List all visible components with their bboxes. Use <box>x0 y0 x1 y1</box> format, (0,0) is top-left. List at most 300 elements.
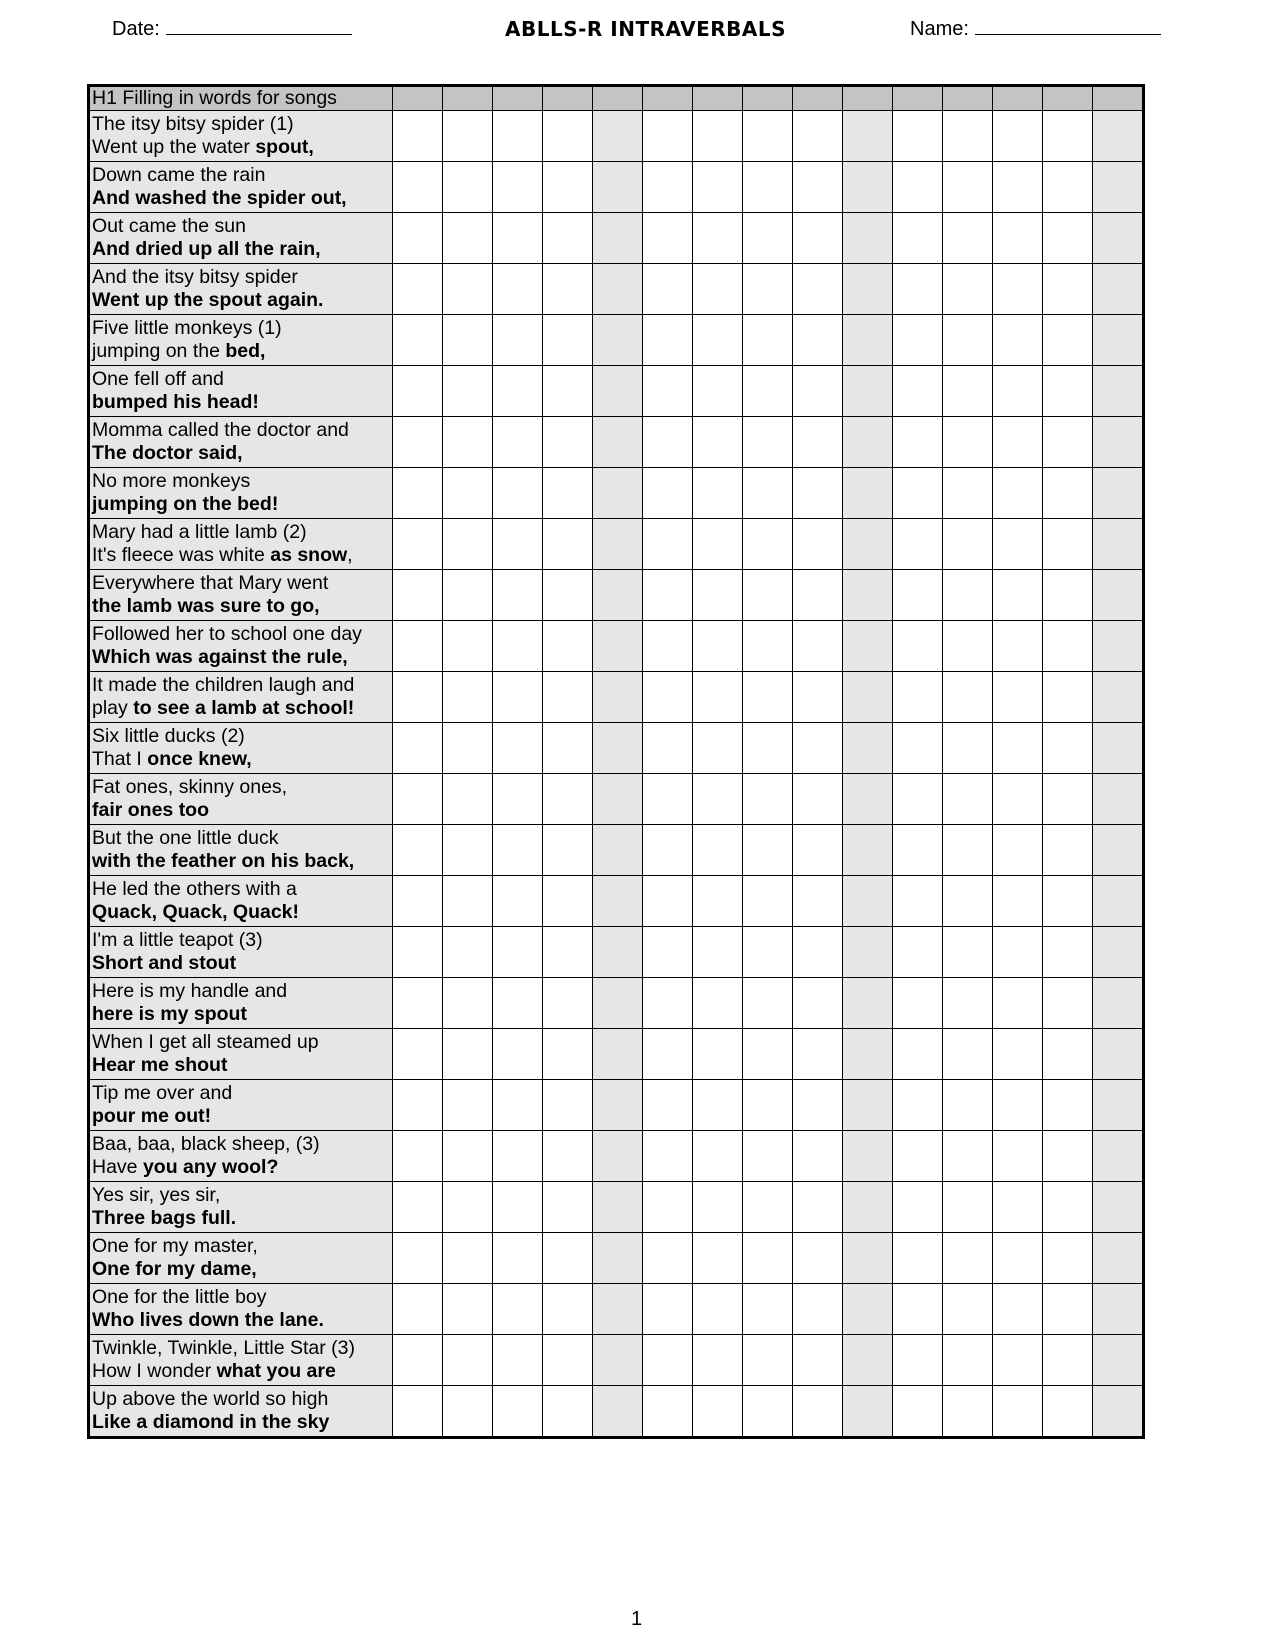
trial-cell[interactable] <box>843 315 893 366</box>
trial-cell[interactable] <box>493 1335 543 1386</box>
trial-cell[interactable] <box>543 825 593 876</box>
trial-cell[interactable] <box>443 1029 493 1080</box>
trial-cell[interactable] <box>393 1080 443 1131</box>
trial-cell[interactable] <box>1093 876 1144 927</box>
trial-cell[interactable] <box>943 519 993 570</box>
trial-cell[interactable] <box>693 213 743 264</box>
trial-cell[interactable] <box>593 570 643 621</box>
trial-cell[interactable] <box>543 162 593 213</box>
trial-cell[interactable] <box>693 1284 743 1335</box>
trial-cell[interactable] <box>1093 1182 1144 1233</box>
trial-cell[interactable] <box>1043 315 1093 366</box>
trial-cell[interactable] <box>1093 621 1144 672</box>
trial-cell[interactable] <box>993 876 1043 927</box>
trial-cell[interactable] <box>843 213 893 264</box>
trial-cell[interactable] <box>643 366 693 417</box>
trial-cell[interactable] <box>693 978 743 1029</box>
trial-cell[interactable] <box>843 978 893 1029</box>
trial-cell[interactable] <box>1043 1284 1093 1335</box>
trial-cell[interactable] <box>493 264 543 315</box>
trial-cell[interactable] <box>493 825 543 876</box>
trial-cell[interactable] <box>543 315 593 366</box>
trial-cell[interactable] <box>1043 570 1093 621</box>
trial-cell[interactable] <box>793 1182 843 1233</box>
trial-cell[interactable] <box>843 1182 893 1233</box>
trial-cell[interactable] <box>643 1131 693 1182</box>
trial-cell[interactable] <box>743 162 793 213</box>
trial-cell[interactable] <box>693 1386 743 1438</box>
trial-cell[interactable] <box>743 1386 793 1438</box>
trial-cell[interactable] <box>793 468 843 519</box>
trial-cell[interactable] <box>793 825 843 876</box>
trial-cell[interactable] <box>493 519 543 570</box>
trial-cell[interactable] <box>593 1080 643 1131</box>
trial-cell[interactable] <box>943 723 993 774</box>
trial-cell[interactable] <box>993 723 1043 774</box>
trial-cell[interactable] <box>493 672 543 723</box>
trial-cell[interactable] <box>543 876 593 927</box>
trial-cell[interactable] <box>843 162 893 213</box>
trial-cell[interactable] <box>643 978 693 1029</box>
trial-cell[interactable] <box>1093 1029 1144 1080</box>
trial-cell[interactable] <box>443 1335 493 1386</box>
trial-cell[interactable] <box>743 570 793 621</box>
trial-cell[interactable] <box>443 111 493 162</box>
trial-cell[interactable] <box>743 417 793 468</box>
trial-cell[interactable] <box>843 111 893 162</box>
trial-cell[interactable] <box>993 162 1043 213</box>
trial-cell[interactable] <box>443 1131 493 1182</box>
trial-cell[interactable] <box>593 1182 643 1233</box>
trial-cell[interactable] <box>393 672 443 723</box>
trial-cell[interactable] <box>993 1284 1043 1335</box>
trial-cell[interactable] <box>443 621 493 672</box>
trial-cell[interactable] <box>593 213 643 264</box>
trial-cell[interactable] <box>393 978 443 1029</box>
trial-cell[interactable] <box>993 213 1043 264</box>
trial-cell[interactable] <box>543 570 593 621</box>
trial-cell[interactable] <box>1043 1182 1093 1233</box>
trial-cell[interactable] <box>893 468 943 519</box>
trial-cell[interactable] <box>593 672 643 723</box>
trial-cell[interactable] <box>643 111 693 162</box>
trial-cell[interactable] <box>443 1080 493 1131</box>
trial-cell[interactable] <box>843 825 893 876</box>
trial-cell[interactable] <box>543 468 593 519</box>
trial-cell[interactable] <box>893 927 943 978</box>
trial-cell[interactable] <box>393 1284 443 1335</box>
trial-cell[interactable] <box>793 774 843 825</box>
trial-cell[interactable] <box>393 213 443 264</box>
trial-cell[interactable] <box>743 315 793 366</box>
trial-cell[interactable] <box>493 570 543 621</box>
trial-cell[interactable] <box>993 672 1043 723</box>
trial-cell[interactable] <box>893 876 943 927</box>
trial-cell[interactable] <box>393 1233 443 1284</box>
trial-cell[interactable] <box>693 1233 743 1284</box>
trial-cell[interactable] <box>743 1029 793 1080</box>
trial-cell[interactable] <box>943 978 993 1029</box>
trial-cell[interactable] <box>543 723 593 774</box>
trial-cell[interactable] <box>1043 417 1093 468</box>
trial-cell[interactable] <box>743 366 793 417</box>
trial-cell[interactable] <box>993 774 1043 825</box>
trial-cell[interactable] <box>1093 111 1144 162</box>
trial-cell[interactable] <box>743 111 793 162</box>
trial-cell[interactable] <box>993 1131 1043 1182</box>
trial-cell[interactable] <box>943 825 993 876</box>
trial-cell[interactable] <box>643 162 693 213</box>
trial-cell[interactable] <box>893 213 943 264</box>
trial-cell[interactable] <box>893 1233 943 1284</box>
trial-cell[interactable] <box>593 978 643 1029</box>
trial-cell[interactable] <box>693 315 743 366</box>
trial-cell[interactable] <box>993 315 1043 366</box>
trial-cell[interactable] <box>793 723 843 774</box>
trial-cell[interactable] <box>1043 927 1093 978</box>
trial-cell[interactable] <box>793 1284 843 1335</box>
trial-cell[interactable] <box>593 468 643 519</box>
trial-cell[interactable] <box>493 315 543 366</box>
trial-cell[interactable] <box>393 1386 443 1438</box>
trial-cell[interactable] <box>493 111 543 162</box>
trial-cell[interactable] <box>393 519 443 570</box>
trial-cell[interactable] <box>443 264 493 315</box>
trial-cell[interactable] <box>543 366 593 417</box>
trial-cell[interactable] <box>693 876 743 927</box>
trial-cell[interactable] <box>843 672 893 723</box>
trial-cell[interactable] <box>793 366 843 417</box>
trial-cell[interactable] <box>693 111 743 162</box>
trial-cell[interactable] <box>793 1233 843 1284</box>
trial-cell[interactable] <box>793 162 843 213</box>
trial-cell[interactable] <box>493 1284 543 1335</box>
trial-cell[interactable] <box>1043 1335 1093 1386</box>
trial-cell[interactable] <box>693 417 743 468</box>
trial-cell[interactable] <box>543 621 593 672</box>
trial-cell[interactable] <box>393 927 443 978</box>
trial-cell[interactable] <box>943 315 993 366</box>
trial-cell[interactable] <box>743 1131 793 1182</box>
trial-cell[interactable] <box>743 672 793 723</box>
trial-cell[interactable] <box>793 672 843 723</box>
trial-cell[interactable] <box>593 825 643 876</box>
trial-cell[interactable] <box>843 927 893 978</box>
trial-cell[interactable] <box>593 1335 643 1386</box>
trial-cell[interactable] <box>843 1080 893 1131</box>
trial-cell[interactable] <box>1043 111 1093 162</box>
trial-cell[interactable] <box>393 1182 443 1233</box>
trial-cell[interactable] <box>943 1029 993 1080</box>
trial-cell[interactable] <box>1043 519 1093 570</box>
trial-cell[interactable] <box>1093 1233 1144 1284</box>
trial-cell[interactable] <box>393 723 443 774</box>
trial-cell[interactable] <box>893 264 943 315</box>
trial-cell[interactable] <box>893 162 943 213</box>
trial-cell[interactable] <box>743 927 793 978</box>
trial-cell[interactable] <box>693 672 743 723</box>
trial-cell[interactable] <box>743 1182 793 1233</box>
trial-cell[interactable] <box>393 1335 443 1386</box>
trial-cell[interactable] <box>943 1080 993 1131</box>
trial-cell[interactable] <box>493 1131 543 1182</box>
trial-cell[interactable] <box>1043 1080 1093 1131</box>
trial-cell[interactable] <box>993 366 1043 417</box>
trial-cell[interactable] <box>593 1029 643 1080</box>
trial-cell[interactable] <box>393 621 443 672</box>
trial-cell[interactable] <box>843 264 893 315</box>
trial-cell[interactable] <box>943 1386 993 1438</box>
trial-cell[interactable] <box>793 927 843 978</box>
trial-cell[interactable] <box>1093 366 1144 417</box>
trial-cell[interactable] <box>593 264 643 315</box>
trial-cell[interactable] <box>893 417 943 468</box>
trial-cell[interactable] <box>1093 213 1144 264</box>
trial-cell[interactable] <box>443 519 493 570</box>
trial-cell[interactable] <box>743 1233 793 1284</box>
trial-cell[interactable] <box>993 1080 1043 1131</box>
trial-cell[interactable] <box>843 621 893 672</box>
trial-cell[interactable] <box>393 417 443 468</box>
trial-cell[interactable] <box>993 1335 1043 1386</box>
trial-cell[interactable] <box>593 366 643 417</box>
trial-cell[interactable] <box>593 1131 643 1182</box>
trial-cell[interactable] <box>943 162 993 213</box>
trial-cell[interactable] <box>893 774 943 825</box>
trial-cell[interactable] <box>843 1284 893 1335</box>
trial-cell[interactable] <box>443 723 493 774</box>
trial-cell[interactable] <box>993 111 1043 162</box>
trial-cell[interactable] <box>943 1284 993 1335</box>
trial-cell[interactable] <box>643 1029 693 1080</box>
trial-cell[interactable] <box>1093 468 1144 519</box>
trial-cell[interactable] <box>693 723 743 774</box>
trial-cell[interactable] <box>843 417 893 468</box>
trial-cell[interactable] <box>843 723 893 774</box>
trial-cell[interactable] <box>493 1386 543 1438</box>
trial-cell[interactable] <box>643 417 693 468</box>
trial-cell[interactable] <box>743 519 793 570</box>
trial-cell[interactable] <box>843 570 893 621</box>
trial-cell[interactable] <box>993 519 1043 570</box>
trial-cell[interactable] <box>393 1131 443 1182</box>
trial-cell[interactable] <box>493 468 543 519</box>
trial-cell[interactable] <box>543 672 593 723</box>
trial-cell[interactable] <box>693 927 743 978</box>
trial-cell[interactable] <box>443 162 493 213</box>
trial-cell[interactable] <box>943 264 993 315</box>
trial-cell[interactable] <box>543 1386 593 1438</box>
trial-cell[interactable] <box>693 1131 743 1182</box>
trial-cell[interactable] <box>1093 417 1144 468</box>
trial-cell[interactable] <box>393 825 443 876</box>
trial-cell[interactable] <box>743 468 793 519</box>
trial-cell[interactable] <box>943 672 993 723</box>
trial-cell[interactable] <box>543 111 593 162</box>
trial-cell[interactable] <box>1093 315 1144 366</box>
trial-cell[interactable] <box>593 162 643 213</box>
trial-cell[interactable] <box>993 978 1043 1029</box>
trial-cell[interactable] <box>893 978 943 1029</box>
trial-cell[interactable] <box>943 774 993 825</box>
trial-cell[interactable] <box>393 366 443 417</box>
trial-cell[interactable] <box>893 1284 943 1335</box>
trial-cell[interactable] <box>593 927 643 978</box>
trial-cell[interactable] <box>493 876 543 927</box>
trial-cell[interactable] <box>643 1386 693 1438</box>
trial-cell[interactable] <box>843 519 893 570</box>
trial-cell[interactable] <box>943 1233 993 1284</box>
trial-cell[interactable] <box>793 1080 843 1131</box>
trial-cell[interactable] <box>993 1029 1043 1080</box>
trial-cell[interactable] <box>893 315 943 366</box>
trial-cell[interactable] <box>793 876 843 927</box>
trial-cell[interactable] <box>393 162 443 213</box>
trial-cell[interactable] <box>1093 1335 1144 1386</box>
trial-cell[interactable] <box>393 1029 443 1080</box>
trial-cell[interactable] <box>543 264 593 315</box>
trial-cell[interactable] <box>393 315 443 366</box>
trial-cell[interactable] <box>943 1335 993 1386</box>
trial-cell[interactable] <box>543 519 593 570</box>
trial-cell[interactable] <box>443 213 493 264</box>
name-blank-line[interactable] <box>975 16 1161 35</box>
trial-cell[interactable] <box>693 519 743 570</box>
trial-cell[interactable] <box>643 570 693 621</box>
trial-cell[interactable] <box>643 1233 693 1284</box>
trial-cell[interactable] <box>493 774 543 825</box>
trial-cell[interactable] <box>543 1182 593 1233</box>
trial-cell[interactable] <box>793 519 843 570</box>
trial-cell[interactable] <box>743 774 793 825</box>
trial-cell[interactable] <box>1093 1131 1144 1182</box>
trial-cell[interactable] <box>693 1080 743 1131</box>
trial-cell[interactable] <box>443 315 493 366</box>
trial-cell[interactable] <box>1043 1386 1093 1438</box>
trial-cell[interactable] <box>493 417 543 468</box>
trial-cell[interactable] <box>893 723 943 774</box>
trial-cell[interactable] <box>443 366 493 417</box>
trial-cell[interactable] <box>893 621 943 672</box>
trial-cell[interactable] <box>643 672 693 723</box>
trial-cell[interactable] <box>1043 1131 1093 1182</box>
trial-cell[interactable] <box>693 1335 743 1386</box>
trial-cell[interactable] <box>793 978 843 1029</box>
trial-cell[interactable] <box>893 366 943 417</box>
trial-cell[interactable] <box>743 978 793 1029</box>
trial-cell[interactable] <box>1093 570 1144 621</box>
trial-cell[interactable] <box>843 1233 893 1284</box>
trial-cell[interactable] <box>793 264 843 315</box>
trial-cell[interactable] <box>843 1386 893 1438</box>
trial-cell[interactable] <box>743 825 793 876</box>
trial-cell[interactable] <box>893 1335 943 1386</box>
trial-cell[interactable] <box>493 366 543 417</box>
trial-cell[interactable] <box>1093 1080 1144 1131</box>
trial-cell[interactable] <box>893 825 943 876</box>
trial-cell[interactable] <box>643 468 693 519</box>
trial-cell[interactable] <box>543 978 593 1029</box>
trial-cell[interactable] <box>943 417 993 468</box>
trial-cell[interactable] <box>943 1182 993 1233</box>
trial-cell[interactable] <box>1093 264 1144 315</box>
trial-cell[interactable] <box>593 1233 643 1284</box>
trial-cell[interactable] <box>393 774 443 825</box>
trial-cell[interactable] <box>993 927 1043 978</box>
trial-cell[interactable] <box>643 1284 693 1335</box>
trial-cell[interactable] <box>843 876 893 927</box>
trial-cell[interactable] <box>593 621 643 672</box>
trial-cell[interactable] <box>1043 876 1093 927</box>
trial-cell[interactable] <box>493 927 543 978</box>
trial-cell[interactable] <box>393 468 443 519</box>
trial-cell[interactable] <box>893 111 943 162</box>
trial-cell[interactable] <box>993 825 1043 876</box>
trial-cell[interactable] <box>893 1080 943 1131</box>
trial-cell[interactable] <box>943 366 993 417</box>
trial-cell[interactable] <box>543 213 593 264</box>
trial-cell[interactable] <box>943 213 993 264</box>
trial-cell[interactable] <box>1093 519 1144 570</box>
trial-cell[interactable] <box>743 876 793 927</box>
trial-cell[interactable] <box>643 213 693 264</box>
trial-cell[interactable] <box>493 213 543 264</box>
trial-cell[interactable] <box>743 1335 793 1386</box>
trial-cell[interactable] <box>943 621 993 672</box>
trial-cell[interactable] <box>1093 723 1144 774</box>
trial-cell[interactable] <box>943 876 993 927</box>
trial-cell[interactable] <box>943 468 993 519</box>
trial-cell[interactable] <box>793 417 843 468</box>
trial-cell[interactable] <box>743 723 793 774</box>
trial-cell[interactable] <box>1093 672 1144 723</box>
trial-cell[interactable] <box>693 774 743 825</box>
trial-cell[interactable] <box>1043 672 1093 723</box>
trial-cell[interactable] <box>1093 978 1144 1029</box>
trial-cell[interactable] <box>943 570 993 621</box>
trial-cell[interactable] <box>643 621 693 672</box>
trial-cell[interactable] <box>843 366 893 417</box>
trial-cell[interactable] <box>993 468 1043 519</box>
trial-cell[interactable] <box>793 570 843 621</box>
trial-cell[interactable] <box>893 1386 943 1438</box>
trial-cell[interactable] <box>643 825 693 876</box>
trial-cell[interactable] <box>593 111 643 162</box>
trial-cell[interactable] <box>593 774 643 825</box>
trial-cell[interactable] <box>693 162 743 213</box>
trial-cell[interactable] <box>693 621 743 672</box>
trial-cell[interactable] <box>643 1182 693 1233</box>
trial-cell[interactable] <box>643 264 693 315</box>
trial-cell[interactable] <box>1093 825 1144 876</box>
trial-cell[interactable] <box>793 213 843 264</box>
trial-cell[interactable] <box>443 1284 493 1335</box>
trial-cell[interactable] <box>893 1182 943 1233</box>
trial-cell[interactable] <box>543 1335 593 1386</box>
trial-cell[interactable] <box>593 723 643 774</box>
trial-cell[interactable] <box>793 315 843 366</box>
trial-cell[interactable] <box>893 570 943 621</box>
trial-cell[interactable] <box>593 1284 643 1335</box>
trial-cell[interactable] <box>593 519 643 570</box>
trial-cell[interactable] <box>543 1029 593 1080</box>
trial-cell[interactable] <box>443 825 493 876</box>
trial-cell[interactable] <box>743 1080 793 1131</box>
trial-cell[interactable] <box>543 1284 593 1335</box>
trial-cell[interactable] <box>1043 978 1093 1029</box>
trial-cell[interactable] <box>1043 366 1093 417</box>
trial-cell[interactable] <box>593 315 643 366</box>
